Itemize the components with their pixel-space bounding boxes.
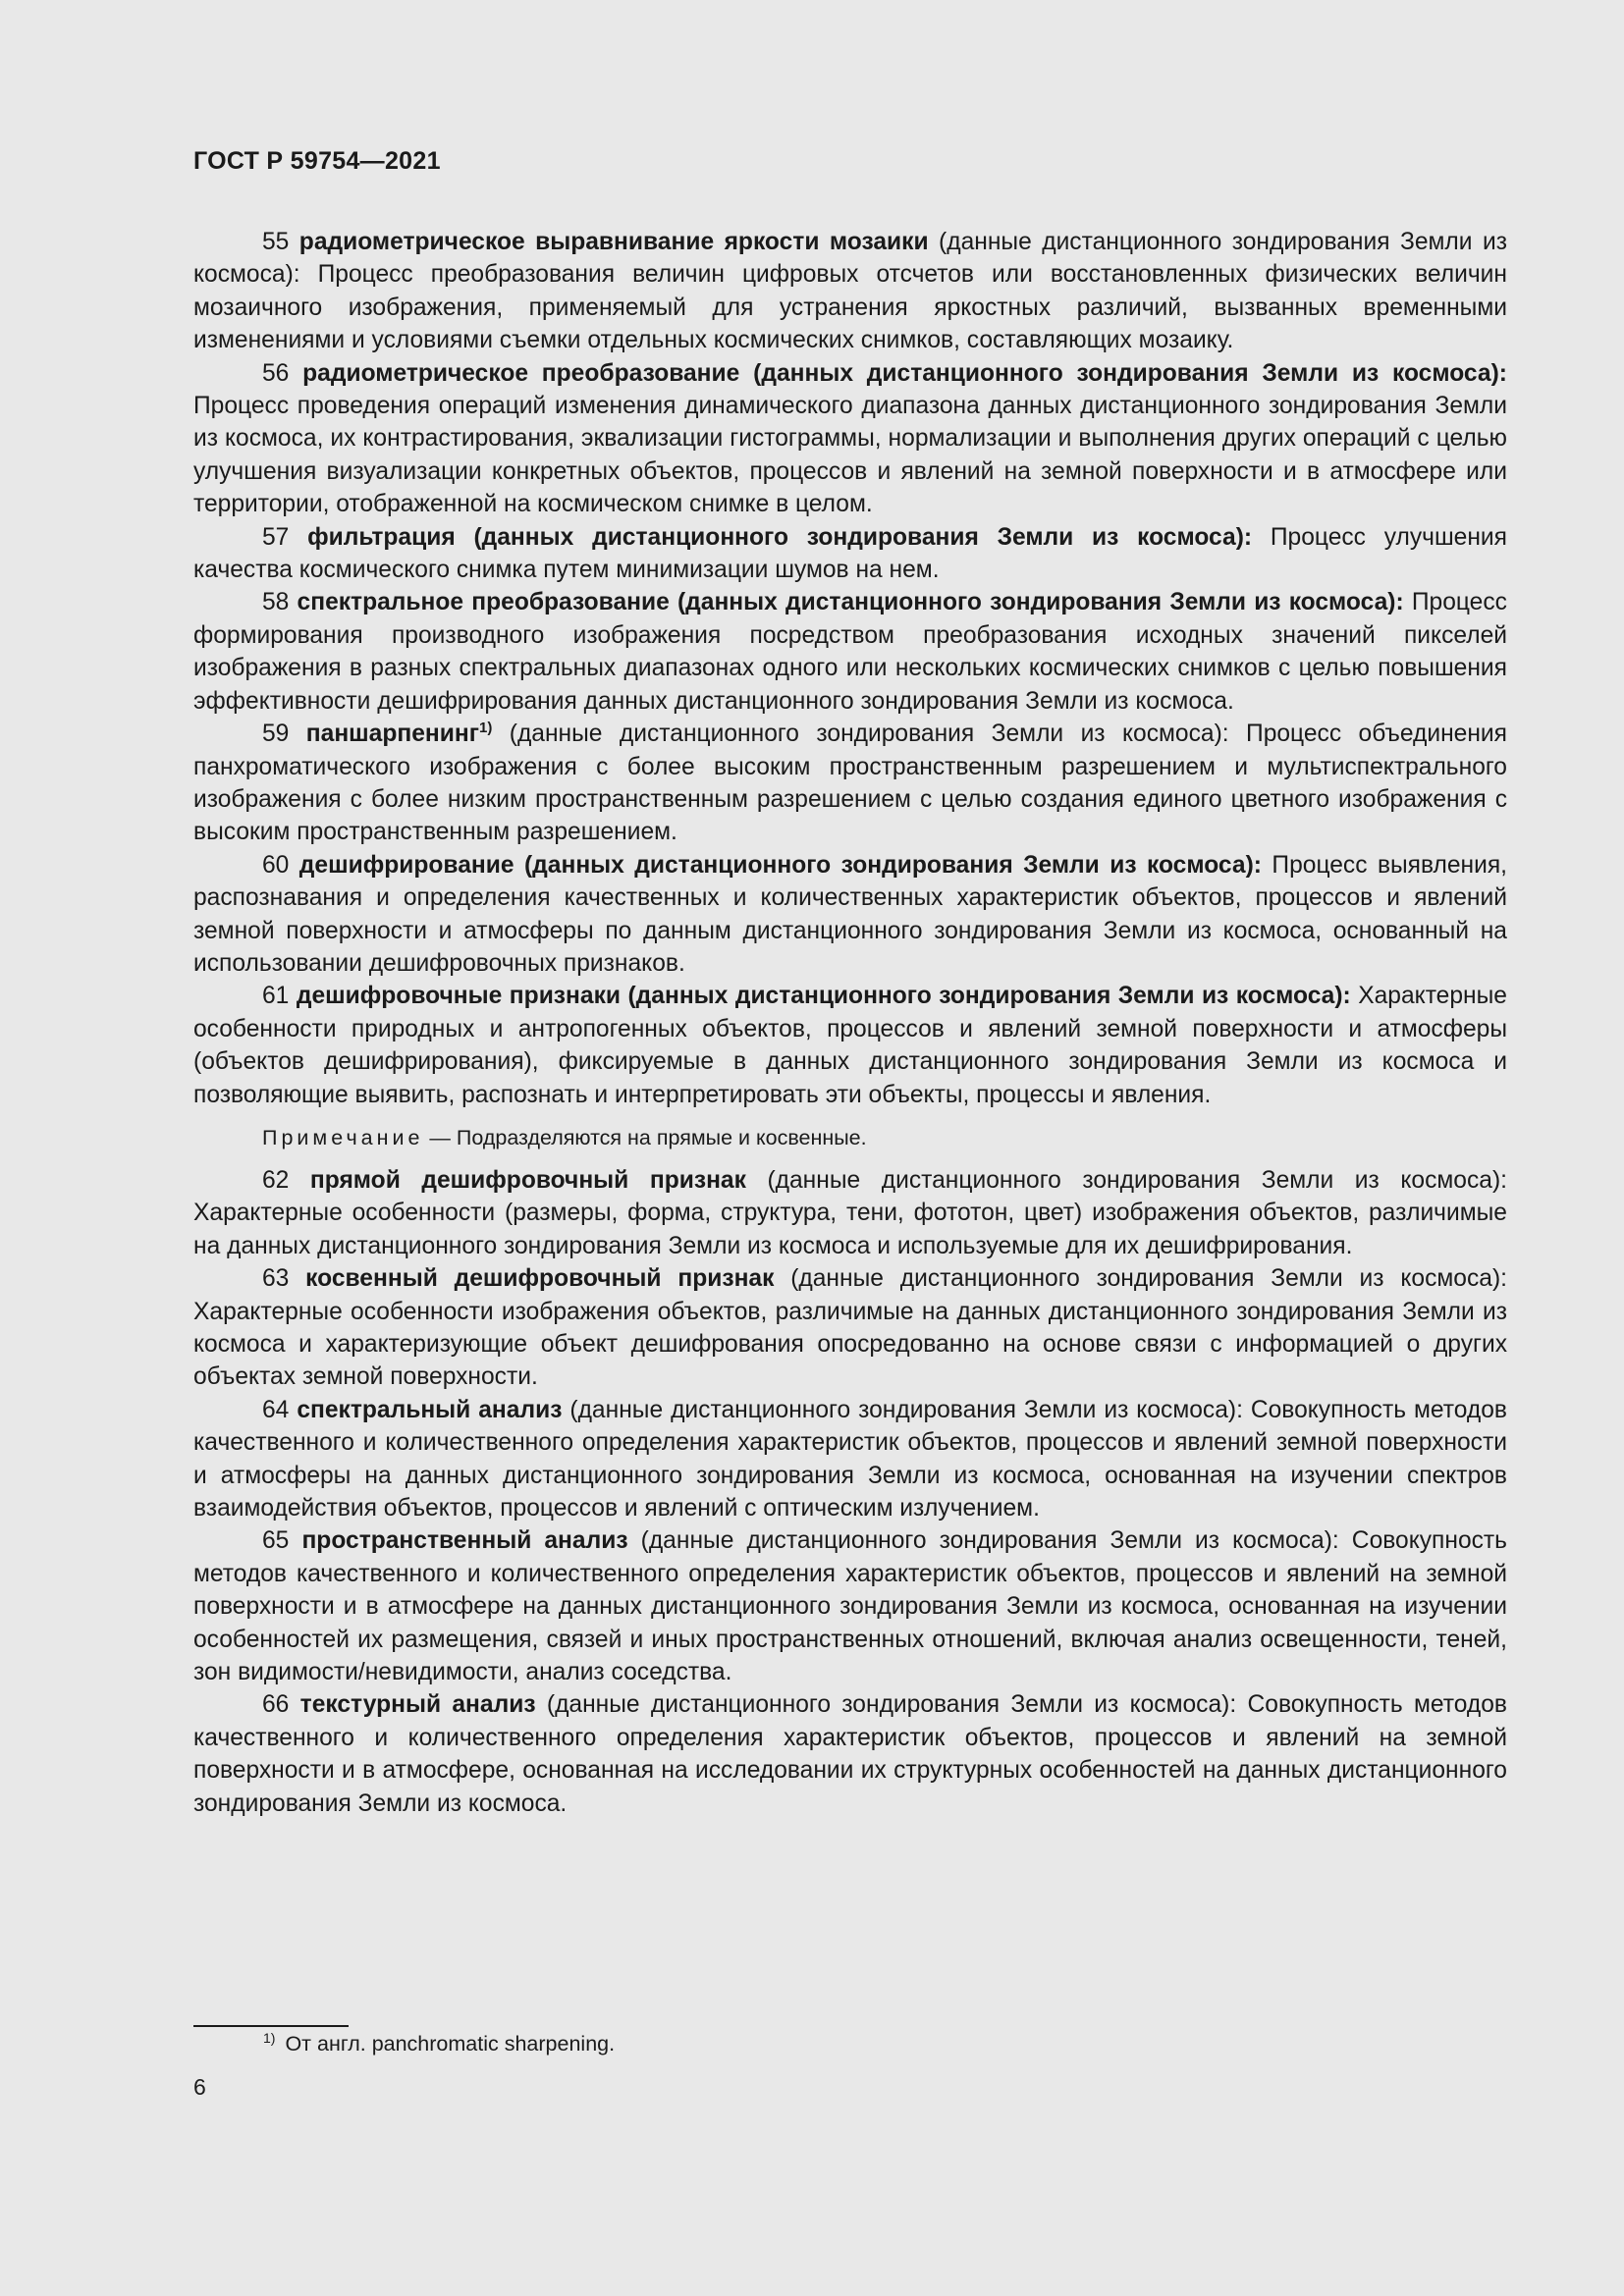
document-header: ГОСТ Р 59754—2021 [193,147,441,175]
term-number: 64 [262,1396,290,1423]
term-definition: Процесс формирования производного изображения посредством преобразования исходных значений пикселей изображения в разных спектральных диапазонах одного или нескольких космических снимков с целью повышения эффективности дешифрирования данных дистанционного зондирования Земли из космоса. [193,589,1507,715]
term-number: 61 [262,983,290,1010]
term-qualifier: (данные дистанционного зондирования Земли из космоса) [767,1166,1501,1194]
document-body [193,226,1507,1820]
term-name: косвенный дешифровочный признак [305,1265,775,1293]
footnote-divider [193,2025,349,2027]
term-qualifier: (данных дистанционного зондирования Земли из космоса): [677,589,1404,616]
footnote-marker: 1) [263,2029,276,2046]
term-name: радиометрическое преобразование [302,359,740,387]
term-definition: Характерные особенности природных и антропогенных объектов, процессов и явлений земной поверхности и атмосферы (объектов дешифрирования), фиксируемые в данных дистанционного зондирования Земли из космоса и позволяющие выявить, распознать и интерпретировать эти объекты, процессы и явления. [193,983,1507,1108]
footnote-ref: 1) [478,719,493,736]
term-qualifier: (данные дистанционного зондирования Земли из космоса) [546,1691,1230,1719]
footnote-text: От англ. panchromatic sharpening. [285,2032,616,2056]
term-definition: : Совокупность методов качественного и количественного определения характеристик объектов, процессов и явлений земной поверхности и атмосферы на данных дистанционного зондирования Земли из космоса, основанная на изучении спектров взаимодействия объектов, процессов и явлений с оптическим излучением. [193,1396,1507,1522]
term-number: 63 [262,1265,290,1293]
term-qualifier: (данные дистанционного зондирования Земли из космоса) [509,721,1222,748]
term-name: пространственный анализ [301,1527,628,1555]
term-list [193,226,1507,1111]
term-definition: Процесс проведения операций изменения динамического диапазона данных дистанционного зондирования Земли из космоса, их контрастирования, эквализации гистограммы, нормализации и выполнения других операций с целью улучшения визуализации конкретных объектов, процессов и явлений на земной поверхности и в атмосфере или территории, отображенной на космическом снимке в целом. [193,393,1507,518]
term-name: дешифрирование [298,851,514,879]
term-qualifier: (данных дистанционного зондирования Земли из космоса): [627,983,1351,1010]
term-entry [193,521,1507,587]
term-entry [193,1688,1507,1820]
term-list-continued [193,1164,1507,1820]
term-qualifier: (данных дистанционного зондирования Земли из космоса): [473,523,1253,551]
term-entry [193,849,1507,981]
term-number: 66 [262,1691,290,1719]
term-definition: Процесс улучшения качества космического снимка путем минимизации шумов на нем. [193,523,1507,584]
term-name: прямой дешифровочный признак [309,1166,746,1194]
term-qualifier: (данные дистанционного зондирования Земли из космоса) [790,1265,1501,1293]
term-number: 55 [262,229,290,255]
term-name: текстурный анализ [299,1691,536,1719]
term-entry [193,1394,1507,1525]
term-definition: : Характерные особенности (размеры, форма, структура, тени, фототон, цвет) изображения объектов, различимые на данных дистанционного зондирования Земли из космоса и используемые для их дешифрирования. [193,1166,1507,1259]
term-number: 62 [262,1166,290,1194]
term-definition: Процесс выявления, распознавания и определения качественных и количественных характеристик объектов, процессов и явлений земной поверхности и атмосферы по данным дистанционного зондирования Земли из космоса, основанный на использовании дешифровочных признаков. [193,851,1508,977]
term-qualifier: (данные дистанционного зондирования Земли из космоса) [640,1527,1332,1555]
term-number: 57 [262,523,290,551]
term-definition: : Совокупность методов качественного и количественного определения характеристик объектов, процессов и явлений на земной поверхности и в атмосфере, основанная на исследовании их структурных особенностей на данных дистанционного зондирования Земли из космоса. [193,1691,1507,1817]
term-number: 65 [262,1527,290,1555]
term-name: паншарпенинг [305,721,479,748]
term-number: 59 [262,721,290,748]
term-number: 60 [262,851,290,879]
term-name: фильтрация [307,523,456,551]
term-name: радиометрическое выравнивание яркости мозаики [298,229,929,255]
term-entry [193,980,1507,1111]
term-entry [193,357,1507,521]
footnote [263,2029,616,2056]
term-number: 58 [262,589,290,616]
term-definition: : Характерные особенности изображения объектов, различимые на данных дистанционного зондирования Земли из космоса и характеризующие объект дешифрования опосредованно на основе связи с информацией о других объектах земной поверхности. [193,1265,1507,1391]
term-definition: : Совокупность методов качественного и количественного определения характеристик объектов, процессов и явлений на земной поверхности и в атмосфере на данных дистанционного зондирования Земли из космоса, основанная на изучении особенностей их размещения, связей и иных пространственных отношений, включая анализ освещенности, теней, зон видимости/невидимости, анализ соседства. [193,1527,1507,1686]
term-qualifier: (данные дистанционного зондирования Земли из космоса) [569,1396,1237,1423]
term-entry [193,1164,1507,1262]
term-entry [193,1524,1507,1688]
term-number: 56 [262,359,290,387]
page-number: 6 [193,2074,206,2100]
term-qualifier: (данных дистанционного зондирования Земли из космоса): [753,359,1507,387]
term-qualifier: (данных дистанционного зондирования Земли из космоса): [523,851,1262,879]
term-entry [193,226,1507,357]
term-definition: : Процесс объединения панхроматического изображения с более высоким пространственным разрешением и мультиспектрального изображения с более низким пространственным разрешением с целью создания единого цветного изображения с высоким пространственным разрешением. [193,721,1507,846]
term-entry [193,1262,1507,1394]
term-entry [193,586,1507,718]
note [262,1123,1507,1152]
term-entry [193,718,1507,849]
note-text: — Подразделяются на прямые и косвенные. [423,1125,867,1149]
note-label: Примечание [262,1125,424,1149]
term-name: дешифровочные признаки [296,983,621,1010]
term-name: спектральный анализ [297,1396,563,1423]
term-qualifier: (данные дистанционного зондирования Земли из космоса) [193,229,1507,289]
term-name: спектральное преобразование [297,589,670,616]
term-definition: : Процесс преобразования величин цифровых отсчетов или восстановленных физических величин мозаичного изображения, применяемый для устранения яркостных различий, вызванных временными изменениями и условиями съемки отдельных космических снимков, составляющих мозаику. [193,261,1507,354]
